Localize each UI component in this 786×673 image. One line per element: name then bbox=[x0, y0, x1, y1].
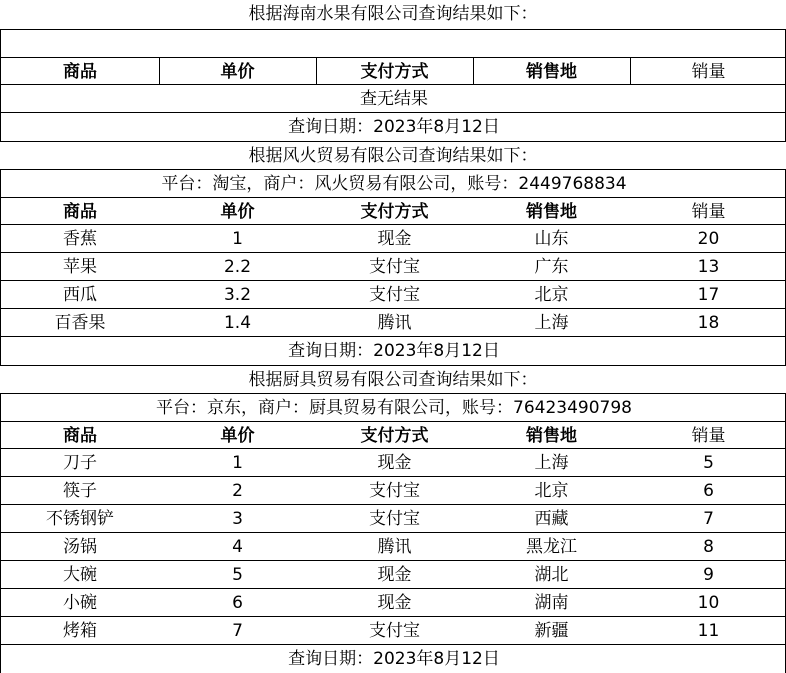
table-header-row bbox=[0, 421, 786, 449]
cell-price: 1.4 bbox=[223, 313, 252, 333]
cell-location: 黑龙江 bbox=[526, 537, 577, 557]
table-row bbox=[0, 281, 786, 309]
table-row bbox=[0, 561, 786, 589]
cell-payment: 支付宝 bbox=[369, 257, 420, 277]
cell-payment: 腾讯 bbox=[377, 313, 412, 333]
header-price: 单价 bbox=[220, 426, 255, 446]
cell-price: 6 bbox=[232, 593, 243, 613]
cell-location: 新疆 bbox=[534, 621, 569, 641]
cell-price: 3.2 bbox=[223, 285, 252, 305]
cell-payment: 现金 bbox=[377, 453, 412, 473]
cell-price: 2.2 bbox=[223, 257, 252, 277]
cell-price: 4 bbox=[232, 537, 243, 557]
cell-price: 5 bbox=[232, 565, 243, 585]
cell-payment: 支付宝 bbox=[369, 285, 420, 305]
section-title-row bbox=[0, 141, 786, 169]
table-header-row bbox=[0, 197, 786, 225]
header-payment: 支付方式 bbox=[360, 202, 429, 222]
cell-product: 苹果 bbox=[63, 257, 97, 277]
cell-payment: 支付宝 bbox=[369, 621, 420, 641]
section-info-row bbox=[0, 29, 786, 57]
cell-sales: 13 bbox=[697, 257, 720, 277]
cell-product: 刀子 bbox=[63, 453, 97, 473]
header-location: 销售地 bbox=[526, 426, 577, 446]
table-row bbox=[0, 589, 786, 617]
table-row bbox=[0, 225, 786, 253]
section-title: 根据风火贸易有限公司查询结果如下： bbox=[248, 146, 538, 166]
cell-product: 烤箱 bbox=[63, 621, 97, 641]
cell-sales: 18 bbox=[697, 313, 720, 333]
header-sales: 销量 bbox=[691, 426, 726, 446]
query-date: 查询日期：2023年8月12日 bbox=[288, 341, 500, 361]
cell-product: 西瓜 bbox=[63, 285, 97, 305]
table-row bbox=[0, 505, 786, 533]
cell-location: 西藏 bbox=[534, 509, 569, 529]
table-row bbox=[0, 533, 786, 561]
cell-payment: 现金 bbox=[377, 565, 412, 585]
cell-product: 不锈钢铲 bbox=[46, 509, 114, 529]
table-row bbox=[0, 449, 786, 477]
cell-product: 汤锅 bbox=[63, 537, 97, 557]
cell-sales: 10 bbox=[697, 593, 720, 613]
cell-sales: 5 bbox=[703, 453, 714, 473]
cell-price: 7 bbox=[232, 621, 243, 641]
section-info: 平台：京东，商户：厨具贸易有限公司，账号：76423490798 bbox=[156, 398, 632, 418]
header-location: 销售地 bbox=[526, 62, 577, 82]
header-product: 商品 bbox=[63, 202, 97, 222]
section-info: 平台：淘宝，商户：风火贸易有限公司，账号：2449768834 bbox=[161, 174, 627, 194]
cell-sales: 17 bbox=[697, 285, 720, 305]
cell-sales: 11 bbox=[697, 621, 720, 641]
cell-payment: 支付宝 bbox=[369, 509, 420, 529]
cell-location: 湖南 bbox=[534, 593, 569, 613]
section-title: 根据海南水果有限公司查询结果如下： bbox=[248, 4, 538, 24]
cell-product: 大碗 bbox=[63, 565, 97, 585]
cell-product: 筷子 bbox=[63, 481, 97, 501]
cell-payment: 支付宝 bbox=[369, 481, 420, 501]
cell-price: 3 bbox=[232, 509, 243, 529]
cell-payment: 现金 bbox=[377, 229, 412, 249]
header-sales: 销量 bbox=[691, 62, 726, 82]
cell-sales: 7 bbox=[703, 509, 714, 529]
section-title-row bbox=[0, 0, 786, 29]
cell-location: 北京 bbox=[534, 285, 569, 305]
cell-price: 1 bbox=[232, 229, 243, 249]
query-date: 查询日期：2023年8月12日 bbox=[288, 117, 500, 137]
cell-payment: 现金 bbox=[377, 593, 412, 613]
section-info bbox=[1, 30, 786, 58]
empty-result-text: 查无结果 bbox=[360, 89, 428, 109]
header-price: 单价 bbox=[220, 202, 255, 222]
header-sales: 销量 bbox=[691, 202, 726, 222]
header-price: 单价 bbox=[220, 62, 255, 82]
cell-product: 百香果 bbox=[54, 313, 106, 333]
header-product: 商品 bbox=[63, 62, 97, 82]
table-header-row bbox=[0, 57, 786, 85]
cell-sales: 6 bbox=[703, 481, 714, 501]
query-date-row bbox=[0, 645, 786, 673]
query-date-row bbox=[0, 337, 786, 365]
cell-price: 1 bbox=[232, 453, 243, 473]
section-info-row bbox=[0, 393, 786, 421]
section-info-row bbox=[0, 169, 786, 197]
cell-sales: 9 bbox=[703, 565, 714, 585]
query-date: 查询日期：2023年8月12日 bbox=[288, 649, 500, 669]
section-title: 根据厨具贸易有限公司查询结果如下： bbox=[248, 370, 538, 390]
empty-result-row bbox=[0, 85, 786, 113]
cell-sales: 8 bbox=[703, 537, 714, 557]
cell-sales: 20 bbox=[697, 229, 720, 249]
query-date-row bbox=[0, 113, 786, 141]
header-location: 销售地 bbox=[526, 202, 577, 222]
header-product: 商品 bbox=[63, 426, 97, 446]
cell-price: 2 bbox=[232, 481, 243, 501]
table-row bbox=[0, 309, 786, 337]
table-row bbox=[0, 253, 786, 281]
table-row bbox=[0, 617, 786, 645]
header-payment: 支付方式 bbox=[360, 62, 429, 82]
table-row bbox=[0, 477, 786, 505]
cell-location: 湖北 bbox=[534, 565, 569, 585]
cell-location: 上海 bbox=[534, 453, 569, 473]
cell-location: 北京 bbox=[534, 481, 569, 501]
cell-product: 香蕉 bbox=[63, 229, 97, 249]
cell-location: 上海 bbox=[534, 313, 569, 333]
table-body bbox=[0, 449, 786, 645]
cell-location: 广东 bbox=[534, 257, 569, 277]
header-payment: 支付方式 bbox=[360, 426, 429, 446]
table-body bbox=[0, 225, 786, 337]
section-title-row bbox=[0, 365, 786, 393]
cell-location: 山东 bbox=[534, 229, 569, 249]
cell-payment: 腾讯 bbox=[377, 537, 412, 557]
cell-product: 小碗 bbox=[63, 593, 97, 613]
